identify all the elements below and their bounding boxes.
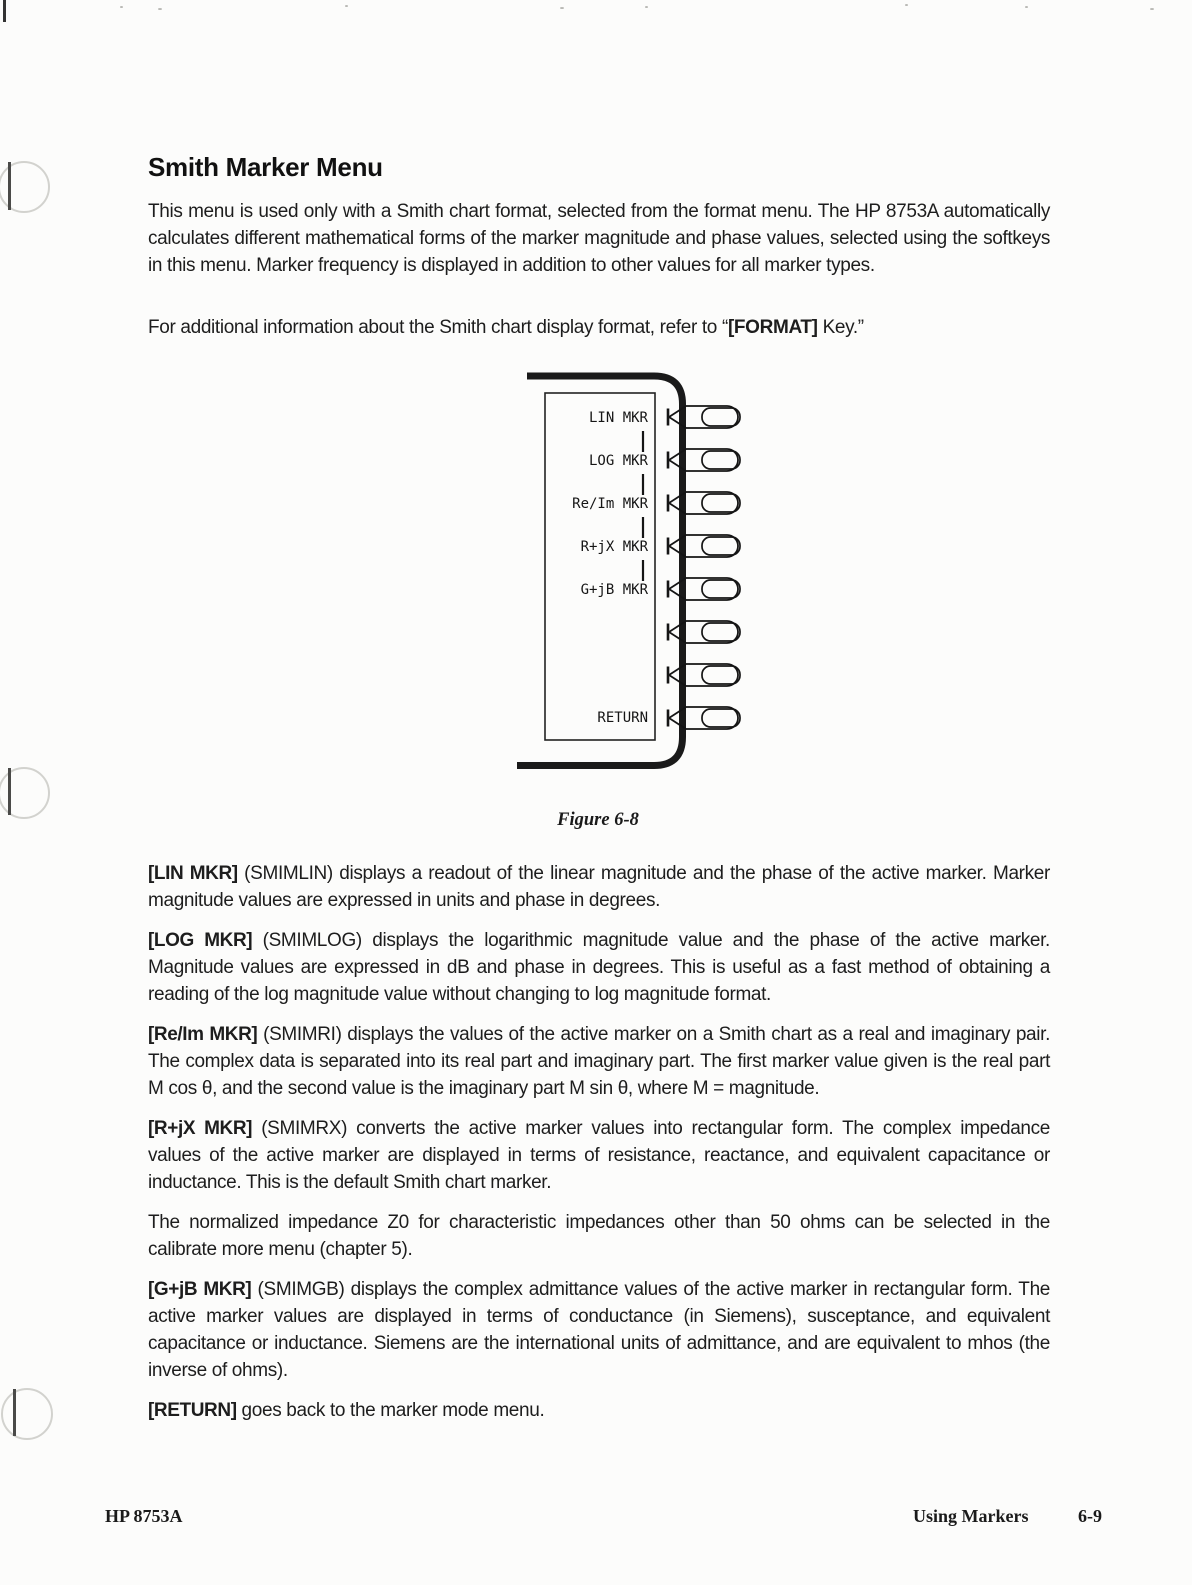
return-description	[148, 1397, 1050, 1424]
page-title: Smith Marker Menu	[148, 152, 383, 182]
menu-label-log-mkr: LOG MKR	[588, 453, 648, 469]
re-im-mkr-text: (SMIMRI) displays the values of the active marker on a Smith chart as a real and imaginary pair. The complex data is separated into its real part and imaginary part. The first marker value given is the real part M cos θ, and the second value is the imaginary part M sin θ, where M = magnitude.	[148, 1024, 1050, 1099]
menu-label-lin-mkr: LIN MKR	[588, 410, 648, 426]
re-im-mkr-key-label: [Re/Im MKR]	[148, 1024, 258, 1045]
reference-text-end: Key.”	[817, 317, 864, 338]
softkey-button	[668, 621, 740, 643]
log-mkr-key-label: [LOG MKR]	[148, 930, 253, 951]
format-key-reference	[148, 314, 1050, 341]
r-jx-mkr-text: (SMIMRX) converts the active marker values into rectangular form. The complex impedance values of the active marker are displayed in terms of resistance, reactance, and equivalent capacitance or inductance. This is the default Smith chart marker.	[148, 1118, 1050, 1193]
menu-label-return: RETURN	[597, 710, 648, 726]
r-jx-mkr-description	[148, 1115, 1050, 1196]
log-mkr-description	[148, 927, 1050, 1008]
g-jb-mkr-description	[148, 1276, 1050, 1384]
lin-mkr-description	[148, 860, 1050, 914]
format-key-label: [FORMAT]	[727, 317, 818, 338]
scan-artifact-speck	[905, 4, 908, 6]
scan-artifact-speck	[1025, 6, 1028, 8]
softkey-button	[668, 449, 740, 471]
softkey-descriptions	[148, 860, 1050, 1437]
softkey-menu-box	[545, 393, 655, 740]
footer-page-number: 6-9	[1078, 1506, 1102, 1526]
scan-artifact-speck	[645, 6, 648, 8]
footer-model-number: HP 8753A	[105, 1506, 183, 1526]
figure-caption: Figure 6-8	[557, 810, 639, 830]
r-jx-mkr-key-label: [R+jX MKR]	[148, 1118, 253, 1139]
punch-hole-line	[13, 1389, 16, 1436]
reference-text: For additional information about the Smith chart display format, refer to “	[148, 317, 728, 338]
punch-hole-artifact	[1, 1388, 53, 1440]
softkey-button	[668, 492, 740, 514]
softkey-button	[668, 406, 740, 428]
punch-hole-line	[8, 162, 11, 210]
g-jb-mkr-text: (SMIMGB) displays the complex admittance values of the active marker in rectangular form. The active marker values are displayed in terms of conductance (in Siemens), susceptance, and equivalent capacitance or inductance. Siemens are the international units of admittance, and are equivalent to mhos (the inverse of ohms).	[148, 1279, 1051, 1381]
return-key-label: [RETURN]	[148, 1400, 237, 1421]
menu-label-g-jb-mkr: G+jB MKR	[580, 582, 648, 598]
lin-mkr-text: (SMIMLIN) displays a readout of the linear magnitude and the phase of the active marker. Marker magnitude values are expressed in units and phase in degrees.	[148, 863, 1050, 911]
scan-artifact-speck	[560, 7, 564, 9]
footer-chapter-title: Using Markers	[913, 1506, 1029, 1526]
scan-artifact-speck	[120, 6, 123, 8]
display-bezel-outline	[517, 376, 683, 766]
z0-note-text: The normalized impedance Z0 for characteristic impedances other than 50 ohms can be selected in the calibrate more menu (chapter 5).	[148, 1212, 1050, 1260]
intro-paragraph: This menu is used only with a Smith chart format, selected from the format menu. The HP 8753A automatically calculates different mathematical forms of the marker magnitude and phase values, selected using the softkeys in this menu. Marker frequency is displayed in addition to other values for all marker types.	[148, 201, 1050, 276]
g-jb-mkr-key-label: [G+jB MKR]	[148, 1279, 252, 1300]
scan-artifact-speck	[1150, 8, 1154, 10]
return-text: goes back to the marker mode menu.	[236, 1400, 545, 1421]
scan-artifact-tick	[3, 0, 6, 22]
log-mkr-text: (SMIMLOG) displays the logarithmic magnitude value and the phase of the active marker. Magnitude values are expressed in dB and phase in degrees. This is useful as a fast method of obtaining a reading of the log magnitude value without changing to log magnitude format.	[148, 930, 1050, 1005]
softkey-button	[668, 535, 740, 557]
softkey-button	[668, 578, 740, 600]
lin-mkr-key-label: [LIN MKR]	[148, 863, 238, 884]
z0-note	[148, 1209, 1050, 1263]
softkey-button	[668, 707, 740, 729]
softkey-button	[668, 664, 740, 686]
menu-label-r-jx-mkr: R+jX MKR	[580, 539, 648, 555]
softkey-buttons	[668, 406, 740, 729]
scan-artifact-speck	[345, 5, 348, 7]
scan-artifact-speck	[158, 8, 162, 10]
punch-hole-line	[8, 768, 11, 815]
re-im-mkr-description	[148, 1021, 1050, 1102]
menu-label-re-im-mkr: Re/Im MKR	[572, 496, 648, 512]
softkey-menu-figure	[490, 360, 790, 780]
